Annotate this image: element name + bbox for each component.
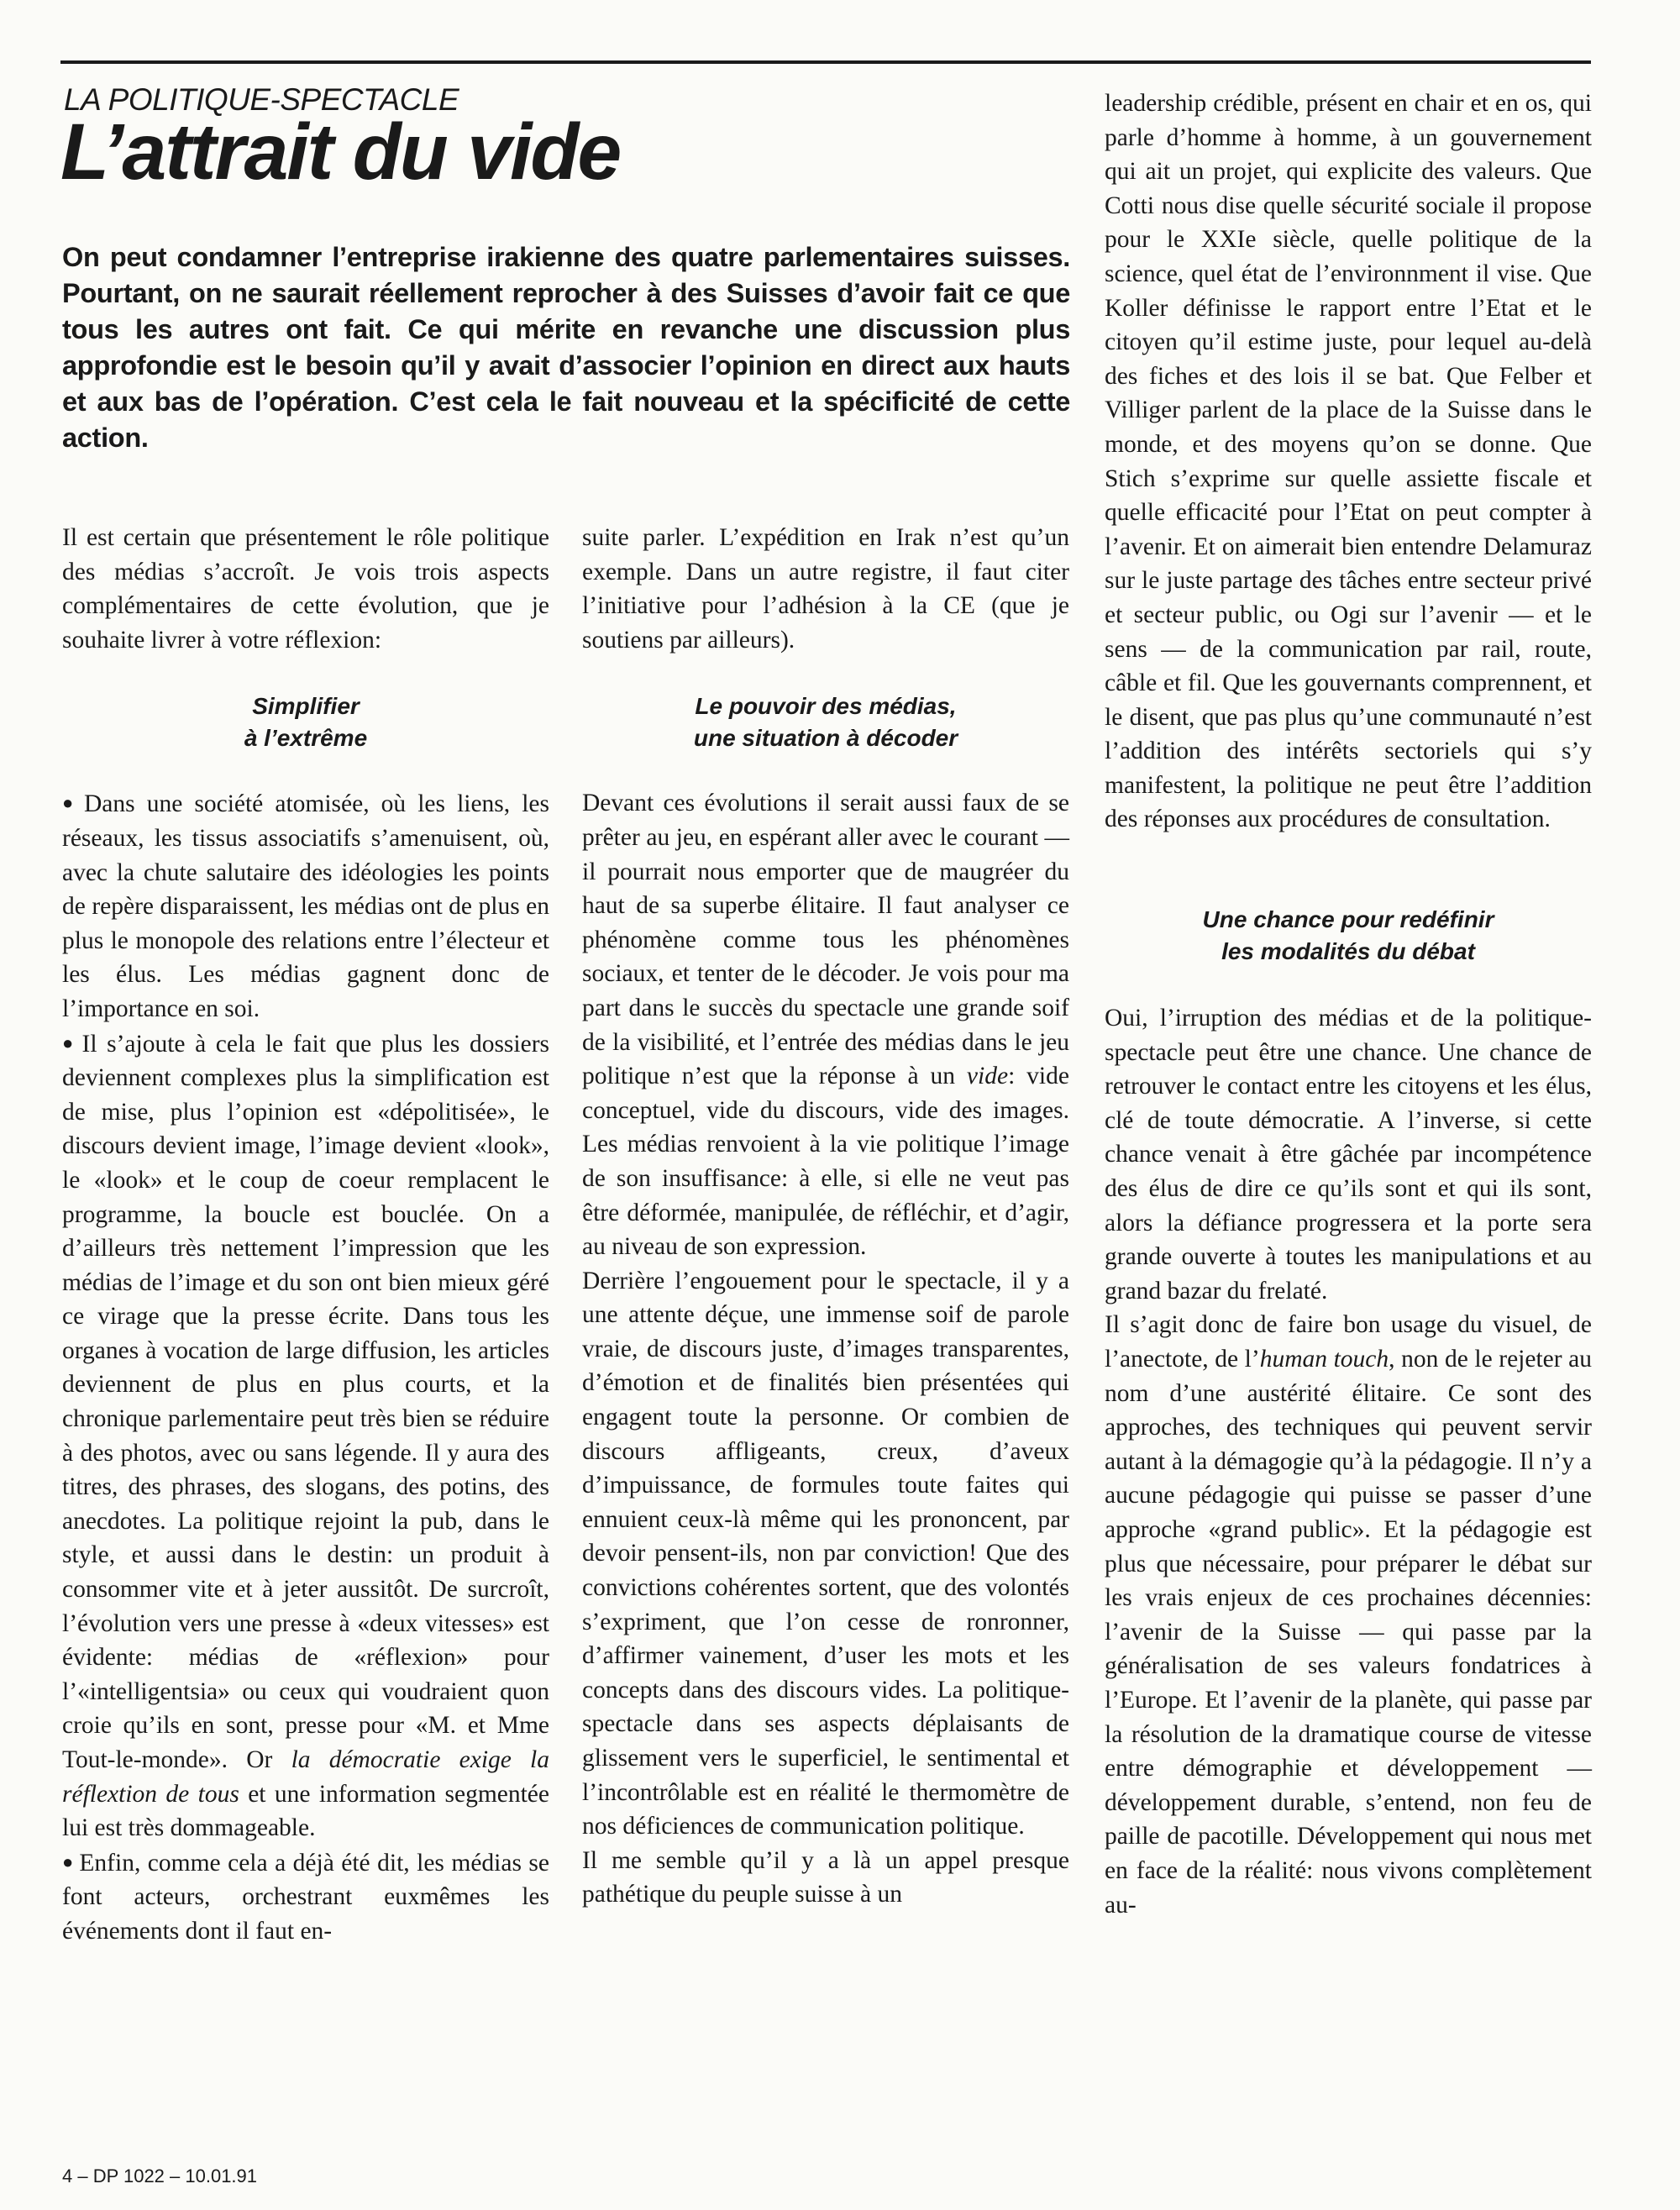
body-paragraph: Oui, l’irruption des médias et de la politique-spectacle peut être une chance. Une chance de retrouver le contact entre les citoyens et les élus, clé de toute démocratie. A l’inverse, si cette chance venait à être gâchée par incompétence des élus de dire ce qu’ils sont et qui ils sont, alors la défiance progressera et la porte sera grande ouverte à toutes les manipulations et au grand bazar du frelaté.: [1105, 1005, 1592, 1304]
paragraph-text: , non de le rejeter au nom d’une austérité élitaire. Ce sont des approches, des techniques qui peuvent servir autant à la démagogie qu’à la pédagogie. Il n’y a aucune pédagogie qui puisse se passer d’une approche «grand public». Et la pédagogie est plus que nécessaire, pour préparer le débat sur les vrais enjeux de ces prochaines décennies: l’avenir de la Suisse — qui passe par la généralisation de ses valeurs fondatrices à l’Europe. Et l’avenir de la planète, qui passe par la résolution de la dramatique course de vitesse entre démographie et développement — développement durable, s’entend, non feu de paille de pacotille. Développement qui nous met en face de la réalité: nous vivons complètement au-: [1105, 1346, 1593, 1919]
body-paragraph: [1105, 1308, 1592, 1922]
column-3: [1105, 87, 1592, 1922]
subheading-pouvoir-medias: [582, 690, 1069, 754]
paragraph-text: Devant ces évolutions il serait aussi faux de se prêter au jeu, en espérant aller avec le courant — il pourrait nous emporter que de maugréer du haut de sa superbe élitaire. Il faut analyser ce phénomène comme tous les phénomènes sociaux, et tenter de le décoder. Je vois pour ma part dans le succès du spectacle une grande soif de la visibilité, et l’entrée des médias dans le jeu politique n’est que la réponse à un: [582, 790, 1069, 1090]
lead-paragraph: On peut condamner l’entreprise irakienne des quatre parlementaires suisses. Pourtant, on ne saurait réellement reprocher à des Suisses d’avoir fait ce que tous les autres ont fait. Ce qui mérite en revanche une discussion plus approfondie est le besoin qu’il y avait d’associer l’opinion en direct aux hauts et aux bas de l’opération. C’est cela le fait nouveau et la spécificité de cette action.: [62, 242, 1070, 453]
bullet-icon: ●: [62, 1032, 77, 1053]
subheading-line: les modalités du débat: [1221, 938, 1475, 965]
article-title: L’attrait du vide: [60, 108, 621, 197]
paragraph-text: et une information segmentée lui est très dommageable.: [62, 1780, 549, 1842]
column-1: [62, 521, 549, 1949]
paragraph-text: Il s’ajoute à cela le fait que plus les dossiers deviennent complexes plus la simplification est de mise, plus l’opinion est «dépolitisée», le discours devient image, l’image devient «look», le «look» et le coup de coeur remplacent le programme, la boucle est bouclée. On a d’ailleurs très nettement l’impression que les médias de l’image et du son ont bien mieux géré ce virage que la presse écrite. Dans tous les organes à vocation de large diffusion, les articles deviennent de plus en plus courts, et la chronique parlementaire peut très bien se réduire à des photos, avec ou sans légende. Il y aura des titres, des phrases, des slogans, des potins, des anecdotes. La politique rejoint la pub, dans le style, et aussi dans le destin: un produit à consommer vite et à jeter aussitôt. De surcroît, l’évolution vers une presse à «deux vitesses» est évidente: médias de «réflexion» pour l’«intelligentsia» ou ceux qui voudraient quon croie qu’ils en sont, presse pour «M. et Mme Tout-le-monde». Or: [62, 1030, 549, 1773]
kicker: LA POLITIQUE-SPECTACLE: [64, 82, 459, 117]
bullet-icon: ●: [62, 1850, 75, 1872]
body-paragraph: leadership crédible, présent en chair et en os, qui parle d’homme à homme, à un gouvernement qui ait un projet, qui explicite des valeurs. Que Cotti nous dise quelle sécurité sociale il propose pour le XXIe siècle, quelle politique de la science, quel état de l’environnment il vise. Que Koller définisse le rapport entre l’Etat et le citoyen qu’il estime juste, pour lequel au-delà des fiches et des lois il se bat. Que Felber et Villiger parlent de la place de la Suisse dans le monde, et des moyens qu’on se donne. Que Stich s’exprime sur quelle assiette fiscale et quelle efficacité pour l’Etat on peut compter à l’avenir. Et on aimerait bien entendre Delamuraz sur le juste partage des tâches entre secteur privé et secteur public, ou Ogi sur l’avenir — et le sens — de la communication par rail, route, câble et fil. Que les gouvernants comprennent, et le disent, que pas plus qu’une communauté n’est l’addition des intérêts sectoriels qui s’y manifestent, la politique ne peut être l’addition des réponses aux procédures de consultation.: [1105, 90, 1592, 833]
top-rule: [60, 60, 1591, 64]
bullet-paragraph: [62, 1845, 549, 1949]
bullet-icon: ●: [62, 792, 79, 814]
subheading-line: une situation à décoder: [693, 725, 958, 752]
body-paragraph: Il me semble qu’il y a là un appel presque pathétique du peuple suisse à un: [582, 1846, 1069, 1908]
body-paragraph: Derrière l’engouement pour le spectacle, il y a une attente déçue, une immense soif de parole vraie, de discours juste, d’images transparentes, d’émotion et de finalités bien présentées qui engagent toute la personne. Or combien de discours affligeants, creux, d’aveux d’impuissance, de formules toute faites qui ennuient ceux-là même qui les prononcent, par devoir pensent-ils, non par conviction! Que des convictions cohérentes sortent, que des volontés s’expriment, que l’on cesse de ronronner, d’affirmer vainement, d’user les mots et les concepts dans des discours vides. La politique-spectacle dans ses aspects déplaisants de glissement vers le superficiel, le sentimental et l’incontrôlable est en réalité le thermomètre de nos déficiences de communication politique.: [582, 1267, 1069, 1840]
body-paragraph: [582, 786, 1069, 1263]
italic-text: la démocratie exige la réflextion de tous: [62, 1746, 550, 1808]
subheading-simplifier: [62, 690, 549, 754]
bullet-paragraph: [62, 786, 549, 1026]
column-2: [582, 521, 1069, 1912]
subheading-line: Une chance pour redéfinir: [1202, 906, 1494, 933]
subheading-line: à l’extrême: [244, 725, 368, 752]
page-folio: 4 – DP 1022 – 10.01.91: [62, 2165, 258, 2186]
paragraph-text: Il s’agit donc de faire bon usage du visuel, de l’anectote, de l’: [1105, 1311, 1592, 1373]
italic-text: vide: [966, 1063, 1009, 1090]
subheading-line: Simplifier: [252, 693, 360, 720]
italic-text: human touch: [1259, 1346, 1389, 1373]
bullet-paragraph: [62, 1026, 549, 1845]
paragraph-text: : vide conceptuel, vide du discours, vide des images. Les médias renvoient à la vie politique l’image de son insuffisance: à elle, si elle ne veut pas être déformée, manipulée, de réfléchir, et d’agir, au niveau de son expression.: [582, 1063, 1069, 1261]
intro-paragraph: Il est certain que présentement le rôle politique des médias s’accroît. Je vois trois aspects complémentaires de cette évolution, que je souhaite livrer à votre réflexion:: [62, 524, 549, 654]
paragraph-text: Dans une société atomisée, où les liens, les réseaux, les tissus associatifs s’amenuisent, où, avec la chute salutaire des idéologies les points de repère disparaissent, les médias ont de plus en plus le monopole des relations entre l’électeur et les élus. Les médias gagnent donc de l’importance en soi.: [62, 790, 549, 1022]
intro-paragraph: suite parler. L’expédition en Irak n’est qu’un exemple. Dans un autre registre, il faut citer l’initiative pour l’adhésion à la CE (que je soutiens par ailleurs).: [582, 524, 1069, 654]
subheading-line: Le pouvoir des médias,: [695, 693, 957, 720]
subheading-chance: [1105, 904, 1592, 968]
paragraph-text: Enfin, comme cela a déjà été dit, les médias se font acteurs, orchestrant euxmêmes les événements dont il faut en-: [62, 1849, 550, 1945]
